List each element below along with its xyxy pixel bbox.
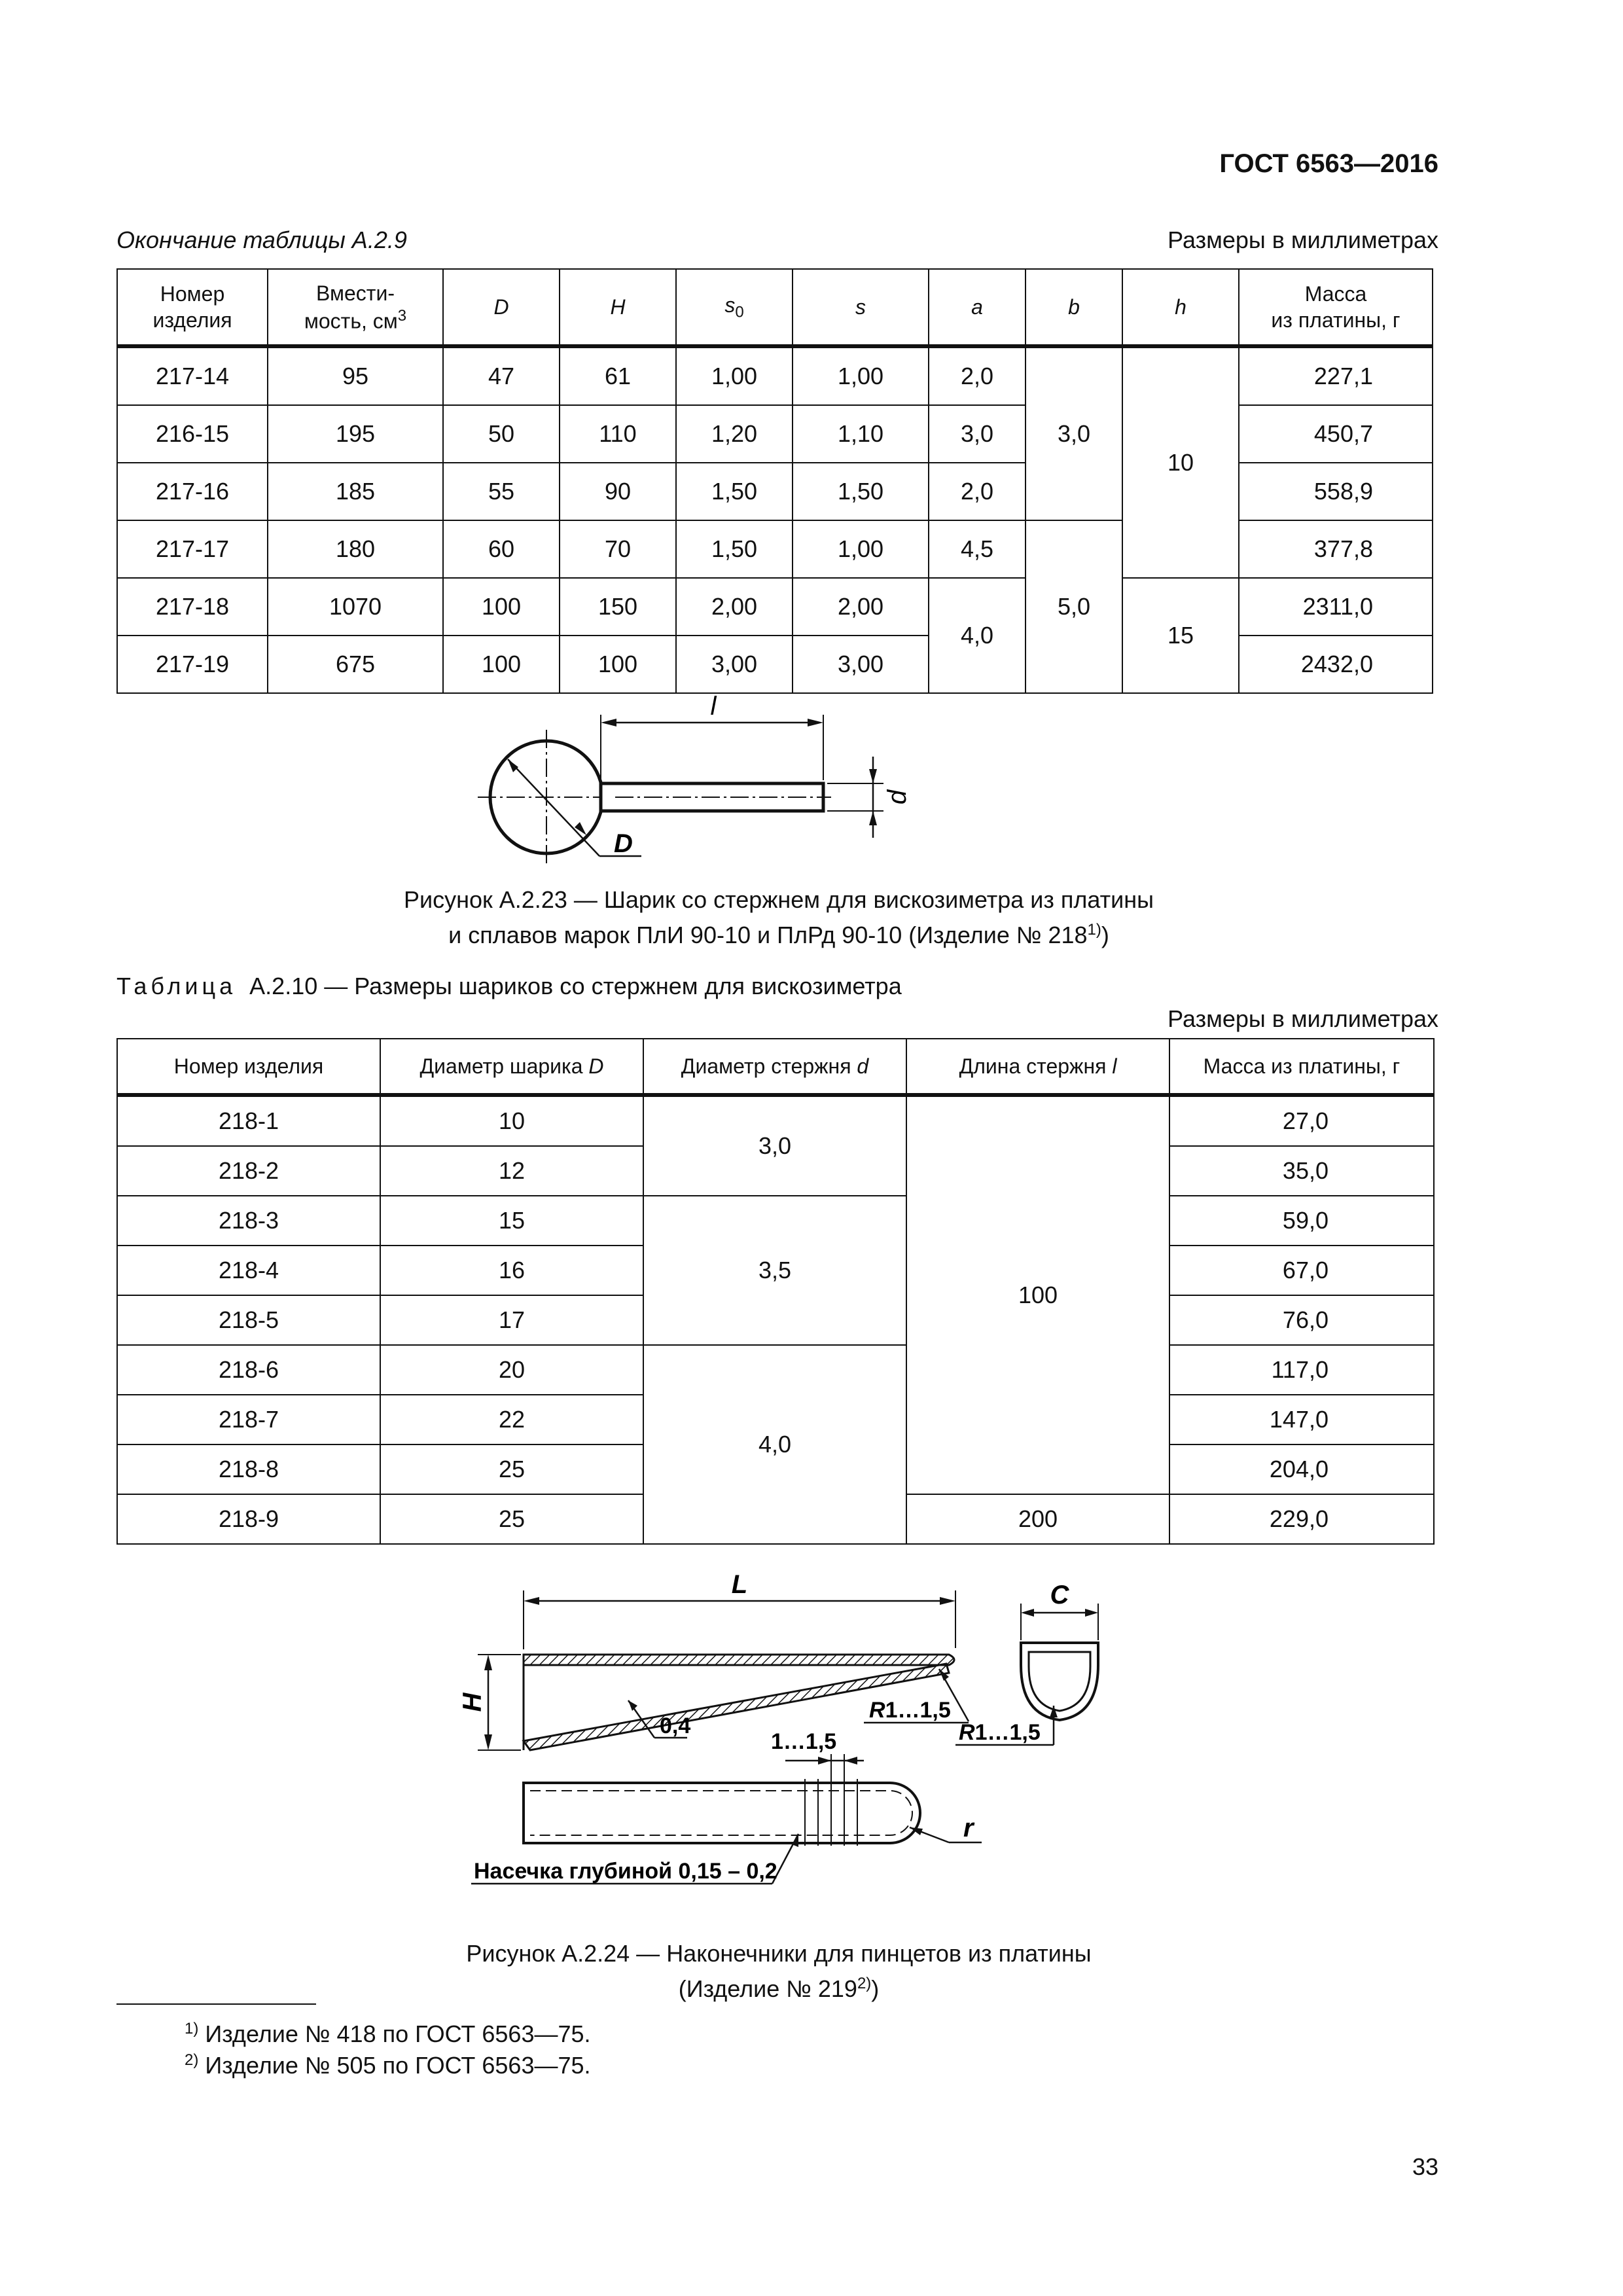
header-ball-diameter: Диаметр шарика D: [380, 1039, 643, 1095]
header-mass: Масса из платины, г: [1239, 269, 1433, 346]
header-H: H: [560, 269, 676, 346]
table1-units: Размеры в миллиметрах: [1168, 226, 1438, 253]
table-row: 218-9 25 200 229,0: [117, 1494, 1434, 1544]
header-b: b: [1026, 269, 1122, 346]
ball-diameter-leader: [508, 759, 599, 856]
label-thickness: 0,4: [660, 1713, 691, 1738]
footnote: $^{2)}$ Изделие № 505 по ГОСТ 6563—75.: [185, 2051, 591, 2079]
label-r: r: [963, 1814, 974, 1842]
header-item-number: Номер изделия: [117, 1039, 380, 1095]
merged-h-cell: 10: [1122, 346, 1239, 578]
section-outer: [1021, 1643, 1098, 1720]
length-cell: 200: [906, 1494, 1169, 1544]
header-item-number: Номер изделия: [117, 269, 268, 346]
table-row: 218-7 22 147,0: [117, 1395, 1434, 1444]
header-rod-length: Длина стержня l: [906, 1039, 1169, 1095]
table-a29: [116, 268, 1433, 694]
table-row: 216-15 195 50 110 1,20 1,10 3,0 450,7: [117, 405, 1433, 463]
header-rod-diameter: Диаметр стержня d: [643, 1039, 906, 1095]
merged-length-cell: 100: [906, 1095, 1169, 1494]
label-notch-depth: Насечка глубиной 0,15 – 0,2: [474, 1859, 777, 1884]
merged-a-cell: 4,0: [929, 578, 1026, 693]
upper-jaw: [524, 1655, 954, 1665]
header-s: s: [793, 269, 929, 346]
merged-b-cell: 5,0: [1026, 520, 1122, 693]
top-view-inner: [530, 1791, 912, 1835]
merged-h-cell: 15: [1122, 578, 1239, 693]
table-row: 217-14 95 47 61 1,00 1,00 2,0 3,0 10 227,1: [117, 346, 1433, 405]
top-view-outline: [524, 1783, 920, 1843]
standard-header: ГОСТ 6563—2016: [1219, 149, 1438, 178]
table-row: 218-8 25 204,0: [117, 1444, 1434, 1494]
table-continuation-label: Окончание таблицы А.2.9: [116, 226, 407, 253]
table-row: 218-2 12 35,0: [117, 1146, 1434, 1196]
label-notch-step: 1…1,5: [771, 1729, 837, 1754]
footnote: $^{1)}$ Изделие № 418 по ГОСТ 6563—75.: [185, 2020, 591, 2047]
section-inner: [1029, 1652, 1090, 1711]
label-D: D: [614, 829, 633, 858]
page-number: 33: [1412, 2153, 1438, 2180]
label-radius-side: R1…1,5: [869, 1698, 951, 1723]
table-row: 217-19 675 100 100 3,00 3,00 2432,0: [117, 636, 1433, 693]
header-s0: $s_0$: [676, 269, 793, 346]
figure23-caption: Рисунок А.2.23 — Шарик со стержнем для вискозиметра из платины и сплавов марок ПлИ 90-10 и ПлРд 90-10 (Изделие № 218$^{1)}$): [404, 886, 1154, 948]
label-radius-section: R1…1,5: [959, 1720, 1041, 1745]
table-row: 218-4 16 67,0: [117, 1246, 1434, 1295]
label-l: l: [710, 692, 717, 721]
table-row: 218-5 17 76,0: [117, 1295, 1434, 1345]
table-a210: [116, 1038, 1435, 1545]
header-a: a: [929, 269, 1026, 346]
header-h: h: [1122, 269, 1239, 346]
label-C: C: [1050, 1581, 1069, 1609]
label-H: H: [458, 1693, 487, 1712]
table-row: 218-3 15 3,5 59,0: [117, 1196, 1434, 1246]
figure24-caption: Рисунок А.2.24 — Наконечники для пинцетов из платины (Изделие № 219$^{2)}$): [466, 1940, 1092, 2002]
table1-header-row: [117, 269, 1433, 346]
merged-b-cell: 3,0: [1026, 346, 1122, 520]
header-mass: Масса из платины, г: [1169, 1039, 1434, 1095]
header-capacity: Вмести- мость, $см^3$: [268, 269, 443, 346]
table2-header-row: [117, 1039, 1434, 1095]
merged-rod-cell: 4,0: [643, 1345, 906, 1544]
header-D: D: [443, 269, 560, 346]
table-row: 218-1 10 3,0 100 27,0: [117, 1095, 1434, 1146]
table-row: 217-16 185 55 90 1,50 1,50 2,0 558,9: [117, 463, 1433, 520]
table-row: 217-18 1070 100 150 2,00 2,00 4,0 15 2311,0: [117, 578, 1433, 636]
merged-rod-cell: 3,5: [643, 1196, 906, 1345]
label-L: L: [731, 1570, 748, 1599]
table2-title: Таблица А.2.10 — Размеры шариков со стержнем для вискозиметра: [116, 973, 902, 999]
table-row: 217-17 180 60 70 1,50 1,00 4,5 5,0 377,8: [117, 520, 1433, 578]
figure-tweezer-tips: [432, 1570, 1099, 1911]
table-row: 218-6 20 4,0 117,0: [117, 1345, 1434, 1395]
table2-units: Размеры в миллиметрах: [1168, 1005, 1438, 1032]
figure-ball-with-rod: [484, 692, 1073, 884]
merged-rod-cell: 3,0: [643, 1095, 906, 1196]
footnote-separator: [116, 2003, 316, 2005]
label-d: d: [883, 789, 912, 805]
